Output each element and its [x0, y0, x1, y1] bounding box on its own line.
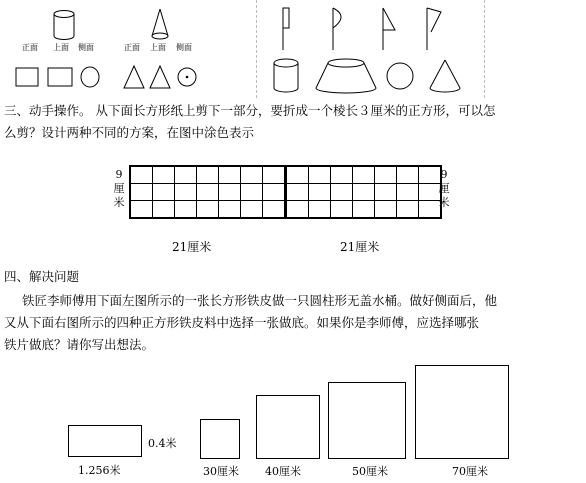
rotating-flags	[275, 6, 455, 56]
grid-cell[interactable]	[153, 201, 175, 219]
cylinder-side-label: 侧面	[78, 43, 94, 52]
square-70	[415, 365, 509, 459]
cylinder-front-label: 正面	[22, 43, 38, 52]
rect-length-label: 1.256米	[78, 464, 121, 477]
grid-cell[interactable]	[263, 166, 286, 184]
grid-cell[interactable]	[197, 184, 219, 201]
grid-cell[interactable]	[375, 166, 397, 184]
grid-cell[interactable]	[175, 166, 197, 184]
grid-cell[interactable]	[219, 166, 241, 184]
section3-line2: 么剪？设计两种不同的方案，在图中涂色表示	[4, 125, 255, 140]
grid-cell[interactable]	[353, 201, 375, 219]
grid-cell[interactable]	[130, 166, 153, 184]
grid-right-height-9: 9	[440, 168, 448, 181]
rect-sheet	[68, 425, 142, 457]
grid-right-height-label	[437, 168, 451, 210]
section3-line1: 三、动手操作。 从下面长方形纸上剪下一部分，要折成一个棱长３厘米的正方形，可以怎	[4, 103, 496, 118]
square-40-label: 40厘米	[265, 465, 301, 478]
solid-shapes	[270, 58, 470, 98]
cone-top-label: 上面	[150, 43, 166, 52]
grid-left	[129, 165, 286, 219]
grid-cell[interactable]	[263, 184, 286, 201]
grid-left-width-label: 21厘米	[172, 240, 212, 254]
grid-cell[interactable]	[286, 201, 309, 219]
grid-cell[interactable]	[397, 201, 419, 219]
grid-cell[interactable]	[241, 184, 263, 201]
section4-line2: 又从下面右图所示的四种正方形铁皮料中选择一张做底。如果你是李师傅，应选择哪张	[4, 315, 480, 330]
section4-line3: 铁片做底？请你写出想法。	[4, 337, 155, 352]
grid-cell[interactable]	[219, 201, 241, 219]
section4-title: 四、解决问题	[4, 269, 80, 284]
section4-line1: 铁匠李师傅用下面左图所示的一张长方形铁皮做一只圆柱形无盖水桶。做好侧面后，他	[22, 293, 498, 308]
three-view-shapes	[14, 64, 254, 94]
grid-cell[interactable]	[197, 166, 219, 184]
square-30	[200, 419, 240, 459]
grid-cell[interactable]	[397, 166, 419, 184]
grid-cell[interactable]	[153, 166, 175, 184]
grid-cell[interactable]	[130, 184, 153, 201]
grid-cell[interactable]	[175, 201, 197, 219]
square-50-label: 50厘米	[352, 465, 388, 478]
grid-cell[interactable]	[286, 184, 309, 201]
square-30-label: 30厘米	[203, 465, 239, 478]
grid-cell[interactable]	[197, 201, 219, 219]
grid-right-height-mi: 米	[438, 196, 450, 209]
grid-cell[interactable]	[397, 184, 419, 201]
grid-cell[interactable]	[353, 166, 375, 184]
square-50	[328, 382, 406, 459]
grid-cell[interactable]	[353, 184, 375, 201]
grid-cell[interactable]	[263, 201, 286, 219]
grid-cell[interactable]	[375, 184, 397, 201]
grid-left-height-mi: 米	[113, 196, 125, 209]
cone-side-label: 侧面	[176, 43, 192, 52]
grid-cell[interactable]	[309, 184, 331, 201]
grid-cell[interactable]	[153, 184, 175, 201]
grid-right-width-label: 21厘米	[340, 240, 380, 254]
cylinder-top-label: 上面	[53, 43, 69, 52]
grid-cell[interactable]	[309, 166, 331, 184]
grid-cell[interactable]	[309, 201, 331, 219]
grid-cell[interactable]	[286, 166, 309, 184]
grid-left-height-label	[112, 168, 126, 210]
grid-cell[interactable]	[219, 184, 241, 201]
grid-cell[interactable]	[331, 166, 353, 184]
grid-cell[interactable]	[331, 201, 353, 219]
grid-cell[interactable]	[331, 184, 353, 201]
square-70-label: 70厘米	[452, 465, 488, 478]
grid-cell[interactable]	[241, 166, 263, 184]
grid-left-height-li: 厘	[113, 182, 125, 195]
grid-cell[interactable]	[130, 201, 153, 219]
cylinder-sketch	[52, 10, 82, 44]
grid-right	[285, 165, 442, 219]
grid-cell[interactable]	[375, 201, 397, 219]
grid-right-height-li: 厘	[438, 182, 450, 195]
rect-width-label: 0.4米	[148, 437, 177, 450]
grid-left-height-9: 9	[115, 168, 123, 181]
grid-cell[interactable]	[241, 201, 263, 219]
grid-cell[interactable]	[175, 184, 197, 201]
square-40	[256, 395, 320, 459]
cone-front-label: 正面	[124, 43, 140, 52]
